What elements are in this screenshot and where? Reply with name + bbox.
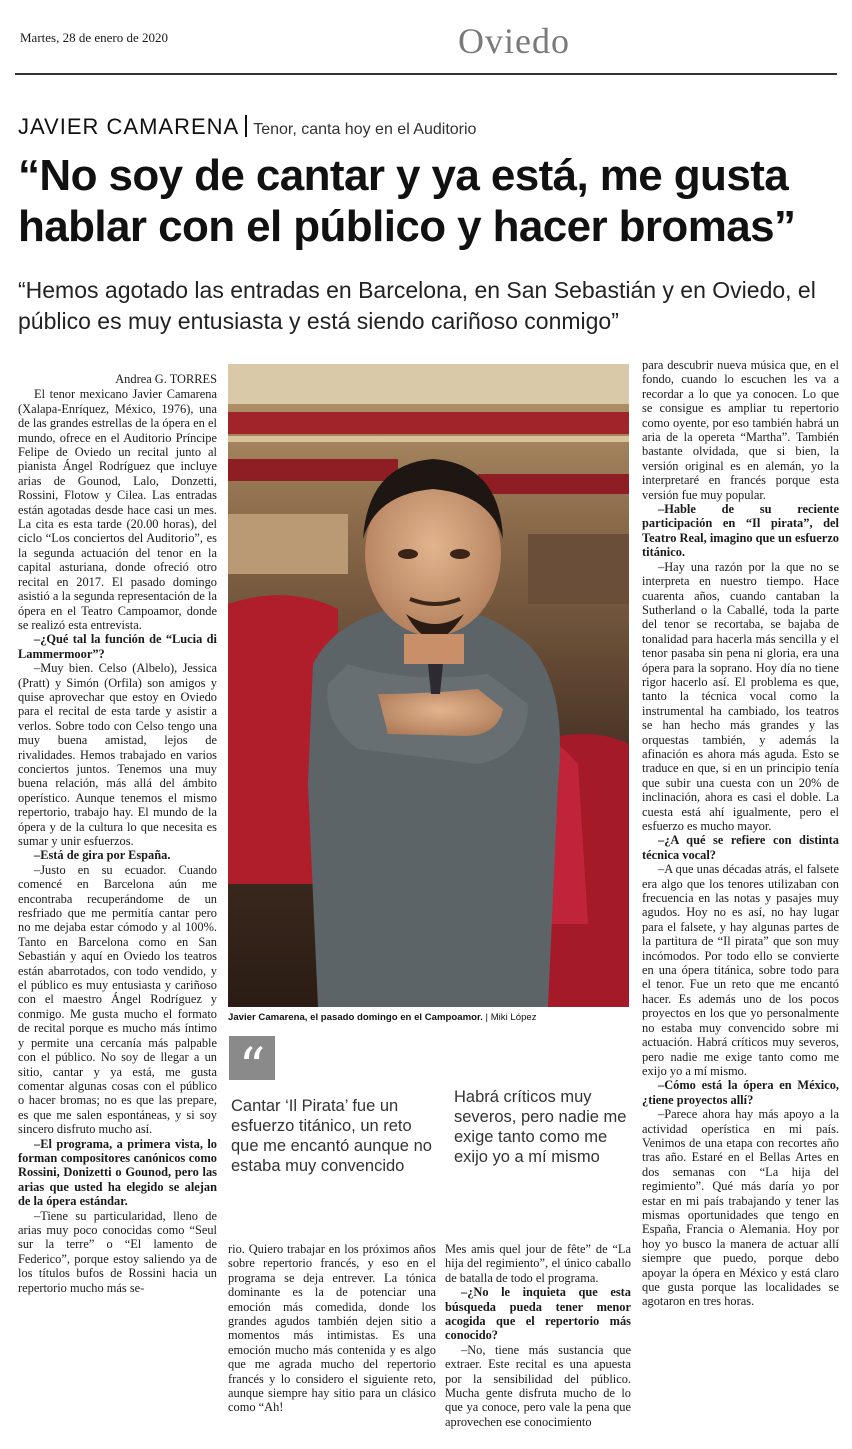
issue-date: Martes, 28 de enero de 2020 [20,30,169,45]
column-4 [642,358,839,1309]
kicker [18,114,476,140]
article-paragraph: Mes amis quel jour de fête” de “La hija del regimiento”, el único caballo de batalla de todo el programa. [445,1242,631,1285]
article-paragraph: –Justo en su ecuador. Cuando comencé en Barcelona aún me encontraba recuperándome de un resfriado que me permitía cantar pero no me dejaba estar cómodo y al 100%. Tanto en Barcelona como en San Sebastián y aquí en Oviedo los teatros están abarrotados, con todo vendido, y el público es muy entusiasta y cariñoso con el maestro Ángel Rodríguez y conmigo. Me gusta mucho el formato de recital porque es mucho más íntimo y permite una cercanía más palpable con el público. No soy de llegar a un sitio, cantar y ya está, me gusta comentar algunas cosas con el público o hacer bromas; no es que las prepare, es que me salen espontáneas, y si soy sincero disfruto mucho así. [18,862,217,1137]
subheadline: “Hemos agotado las entradas en Barcelona, en San Sebastián y en Oviedo, el público es muy entusiasta y está siendo cariñoso conmigo” [18,277,816,334]
article-paragraph: –Muy bien. Celso (Albelo), Jessica (Pratt) y Simón (Orfila) son amigos y quise aprovechar que estoy en Oviedo para el recital de esta tarde y asistir a verlos. Sobre todo con Celso tengo una muy buena amistad, lejos de rivalidades. Hemos trabajado en varios conciertos juntos. Tenemos una muy buena relación, más allá del ámbito operístico. Aunque tenemos el mismo repertorio, trabajo hay. El mundo de la ópera y de la cultura lo que necesita es sumar y unir esfuerzos. [18,661,217,848]
article-paragraph: –No, tiene más sustancia que extraer. Este recital es una apuesta por la sensibilidad del público. Mucha gente disfruta mucho de lo que ya conoce, pero vale la pena que aprovechen ese conocimiento [445,1342,631,1429]
article-paragraph: –Hay una razón por la que no se interpreta en nuestro tiempo. Hace cuarenta años, cuando cantaban la Sutherland o la Caballé, toda la parte del tenor se recortaba, se bajaba de tonalidad para hacerla más sencilla y el tenor pasaba sin pena ni gloria, era una ópera para la soprano. Hoy día no tiene rigor hacerlo así. El problema es que, tanto la técnica vocal como la instrumental ha cambiado, los teatros se han hecho más grandes y las orquestas también, y además la afinación es ahora más aguda. Esto se traduce en que, si en un principio tenía que subir una cuesta con un 20% de inclinación, ahora es casi el doble. La cuesta está ahí igualmente, pero el esfuerzo es mucho mayor. [642,559,839,833]
kicker-subtitle: Tenor, canta hoy en el Auditorio [253,121,477,138]
interview-question: –Hable de su reciente participación en “Il pirata”, del Teatro Real, imagino que un esfuerzo titánico. [642,502,839,560]
article-paragraph: –Tiene su particularidad, lleno de arias muy poco conocidas como “Seul sur la terre” o “El lamento de Federico”, porque estoy saliendo ya de los títulos bufos de Rossini hacia un repertorio mucho más se- [18,1208,217,1295]
article-paragraph: para descubrir nueva música que, en el fondo, cuando lo escuchen les va a recordar a lo que ya conocen. Lo que se consigue es ampliar tu repertorio como oyente, por eso también habrá un aria de la opereta “Martha”. También bastante olvidada, que si bien, la versión original es en alemán, yo la interpretaré en francés porque esta versión fue muy popular. [642,358,839,502]
photo-caption: Javier Camarena, el pasado domingo en el Campoamor. | Miki López [228,1012,537,1023]
header-rule [15,73,837,75]
column-3 [445,1242,631,1429]
article-paragraph: –A que unas décadas atrás, el falsete era algo que los tenores utilizaban con frecuencia en las notas y pasajes muy agudos. Hoy no es así, no hay lugar para el falsete, y hay algunas partes de la partitura de “Il pirata” que son muy incómodos. Por todo ello se convierte en una ópera titánica, sobre todo para el tenor. Fue un reto que me encantó hacer. Es además uno de los pocos proyectos en los que yo personalmente no estaba muy convencido sobre mi actuación. Habrá críticos muy severos, pero nadie me exige tanto como me exijo yo a mí mismo. [642,862,839,1078]
photo-credit: Miki López [490,1012,537,1023]
kicker-name: JAVIER CAMARENA [18,114,240,139]
interview-question: –¿A qué se refiere con distinta técnica vocal? [642,833,839,862]
interview-question: –¿No le inquieta que esta búsqueda pueda tener menor acogida que el repertorio más conocido? [445,1285,631,1343]
article-paragraph: rio. Quiero trabajar en los próximos años sobre repertorio francés, y eso en el programa se deja entrever. La tónica dominante es la de potenciar una emoción más comedida, donde los grandes agudos también dejen sitio a momentos más intimistas. Es una emoción mucho más contenida y es algo que me agrada mucho del repertorio francés y lo considero el siguiente reto, aunque siempre hay sitio para un clásico como “Ah! [228,1242,436,1415]
article-paragraph: –Parece ahora hay más apoyo a la actividad operística en mi país. Venimos de una etapa con recortes año tras año. Estaré en el Bellas Artes en dos semanas con “La hija del regimiento”. Qué más daría yo por estar en mi país trabajando y tener las mismas oportunidades que tengo en España, Francia o Alemania. Hoy por hoy yo busco la manera de actuar allí siempre que puedo, porque debo apoyar la ópera en México y está claro que gusta porque las localidades se agotaron en tres horas. [642,1107,839,1309]
column-2 [228,1242,436,1415]
article-photo [228,364,629,1007]
pull-quote-1: Cantar ‘Il Pirata’ fue un esfuerzo titánico, un reto que me encantó aunque no estaba muy convencido [231,1097,432,1175]
section-title: Oviedo [458,21,570,61]
interview-question: –Cómo está la ópera en México, ¿tiene proyectos allí? [642,1078,839,1107]
caption-text: Javier Camarena, el pasado domingo en el Campoamor. [228,1012,483,1023]
kicker-separator [245,115,247,137]
interview-question: –El programa, a primera vista, lo forman compositores canónicos como Rossini, Donizetti o Gounod, pero las arias que usted ha elegido se alejan de la ópera estándar. [18,1136,217,1209]
photo-illustration [228,364,629,1007]
headline: “No soy de cantar y ya está, me gusta hablar con el público y hacer bromas” [18,151,796,251]
article-paragraph: El tenor mexicano Javier Camarena (Xalapa-Enríquez, México, 1976), una de las grandes estrellas de la ópera en el mundo, ofrece en el Auditorio Príncipe Felipe de Oviedo un recital junto al pianista Ángel Rodríguez que incluye arias de Gounod, Lalo, Donzetti, Rossini, Flotow y Cilea. Las entradas están agotadas desde hace casi un mes. La cita es esta tarde (20.00 horas), del ciclo “Los conciertos del Auditorio”, es la segunda actuación del tenor en la capital asturiana, donde ofreció otro recital en 2017. El pasado domingo asistió a la segunda representación de la ópera en el Teatro Campoamor, donde se realizó esta entrevista. [18,387,217,632]
interview-question: –Está de gira por España. [34,848,171,863]
column-1 [18,372,217,1295]
quote-mark-icon: “ [229,1036,275,1080]
interview-question: –¿Qué tal la función de “Lucia di Lammermoor”? [18,632,217,661]
byline: Andrea G. TORRES [115,372,217,386]
pull-quote-2: Habrá críticos muy severos, pero nadie me exige tanto como me exijo yo a mí mismo [454,1088,627,1166]
